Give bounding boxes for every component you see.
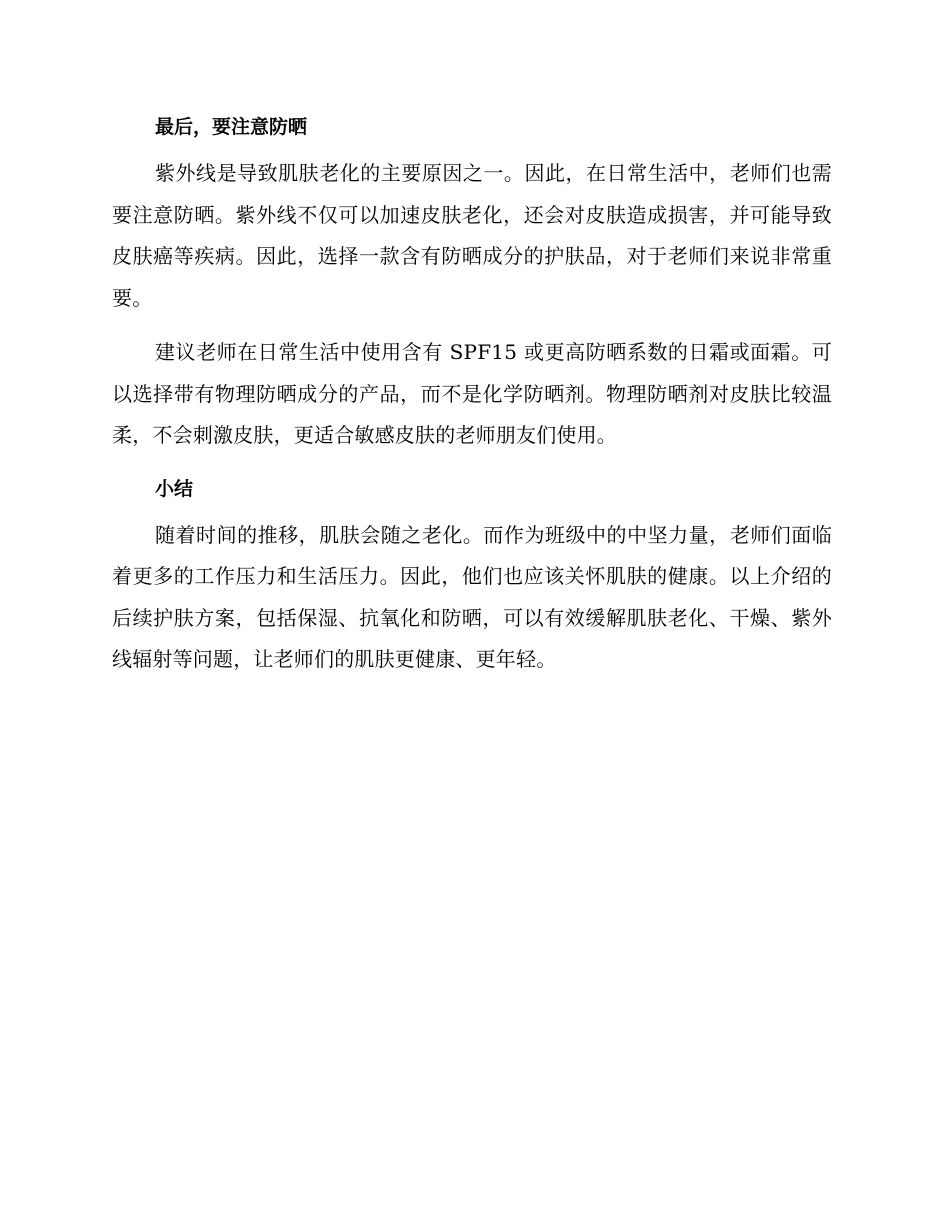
paragraph-uv-damage: 紫外线是导致肌肤老化的主要原因之一。因此，在日常生活中，老师们也需要注意防晒。紫外线不仅可以加速皮肤老化，还会对皮肤造成损害，并可能导致皮肤癌等疾病。因此，选择一款含有防晒成分的护肤品，对于老师们来说非常重要。 xyxy=(112,161,832,310)
section-heading-summary: 小结 xyxy=(155,477,194,500)
section-heading-sun-protection: 最后，要注意防晒 xyxy=(155,116,308,138)
paragraph-summary: 随着时间的推移，肌肤会随之老化。而作为班级中的中坚力量，老师们面临着更多的工作压力和生活压力。因此，他们也应该关怀肌肤的健康。以上介绍的后续护肤方案，包括保湿、抗氧化和防晒，可以有效缓解肌肤老化、干燥、紫外线辐射等问题，让老师们的肌肤更健康、更年轻。 xyxy=(112,522,832,671)
paragraph-spf-advice: 建议老师在日常生活中使用含有 SPF15 或更高防晒系数的日霜或面霜。可以选择带有物理防晒成分的产品，而不是化学防晒剂。物理防晒剂对皮肤比较温柔，不会刺激皮肤，更适合敏感皮肤的老师朋友们使用。 xyxy=(112,340,832,447)
document-body xyxy=(112,108,832,694)
